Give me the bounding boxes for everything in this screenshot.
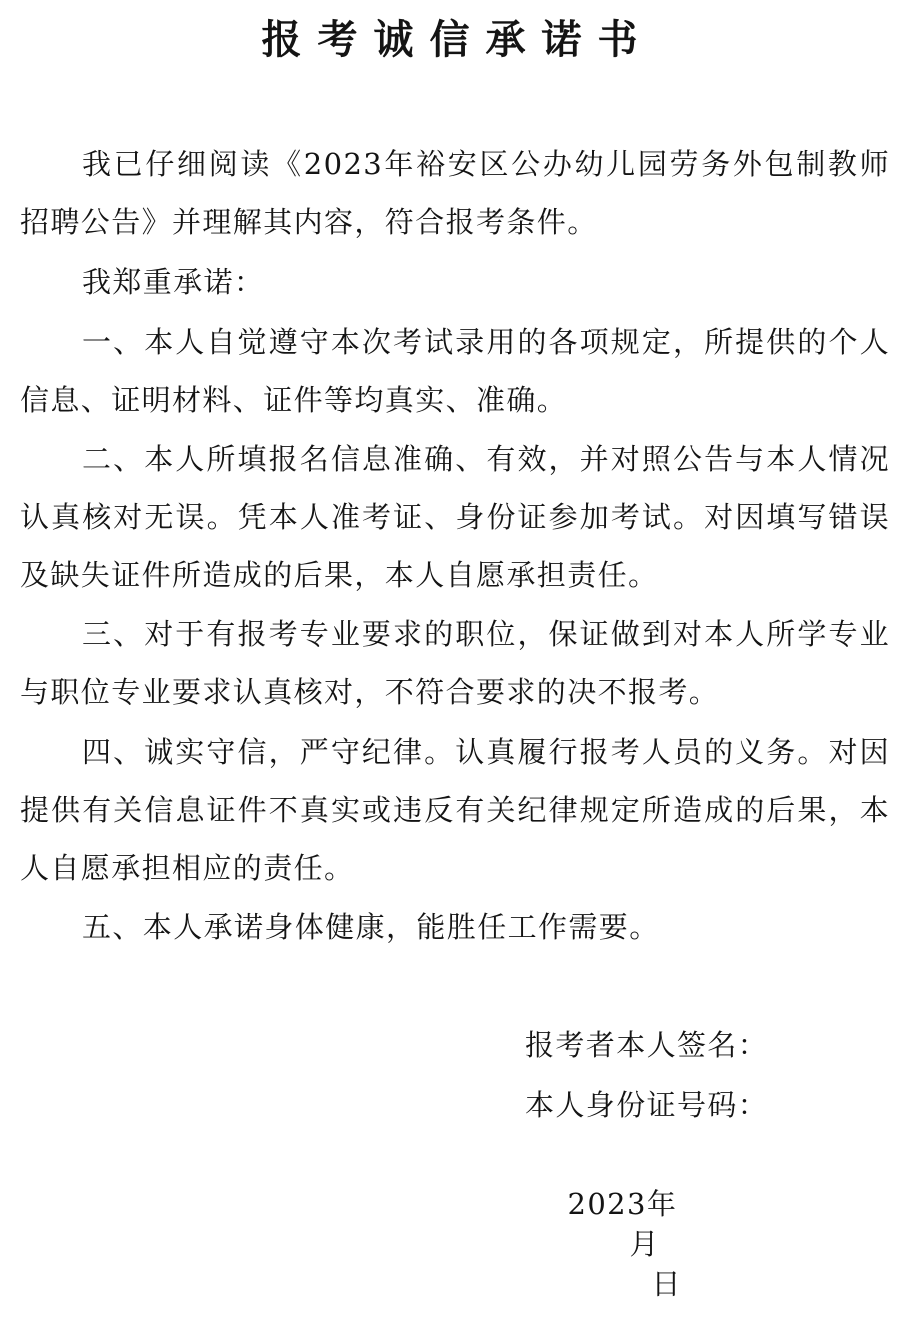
pledge-item-2: 二、本人所填报名信息准确、有效，并对照公告与本人情况认真核对无误。凭本人准考证、身份证参加考试。对因填写错误及缺失证件所造成的后果，本人自愿承担责任。 [20,442,890,592]
date-year: 2023年 [567,1187,678,1221]
intro-paragraph: 我已仔细阅读《2023年裕安区公办幼儿园劳务外包制教师招聘公告》并理解其内容，符合报考条件。 [20,147,890,239]
pledge-lead: 我郑重承诺： [82,265,265,299]
pledge-item-1: 一、本人自觉遵守本次考试录用的各项规定，所提供的个人信息、证明材料、证件等均真实、准确。 [20,325,890,417]
signature-name-label: 报考者本人签名： [525,1028,769,1062]
pledge-item-3: 三、对于有报考专业要求的职位，保证做到对本人所学专业与职位专业要求认真核对，不符合要求的决不报考。 [20,617,890,709]
pledge-item-4: 四、诚实守信，严守纪律。认真履行报考人员的义务。对因提供有关信息证件不真实或违反有关纪律规定所造成的后果，本人自愿承担相应的责任。 [20,735,890,885]
date-day: 日 [651,1267,682,1301]
signature-id-label: 本人身份证号码： [525,1088,769,1122]
document-title: 报考诚信承诺书 [261,17,654,63]
signature-date [525,1144,682,1344]
date-month: 月 [629,1227,660,1261]
pledge-item-5: 五、本人承诺身体健康，能胜任工作需要。 [82,910,660,944]
